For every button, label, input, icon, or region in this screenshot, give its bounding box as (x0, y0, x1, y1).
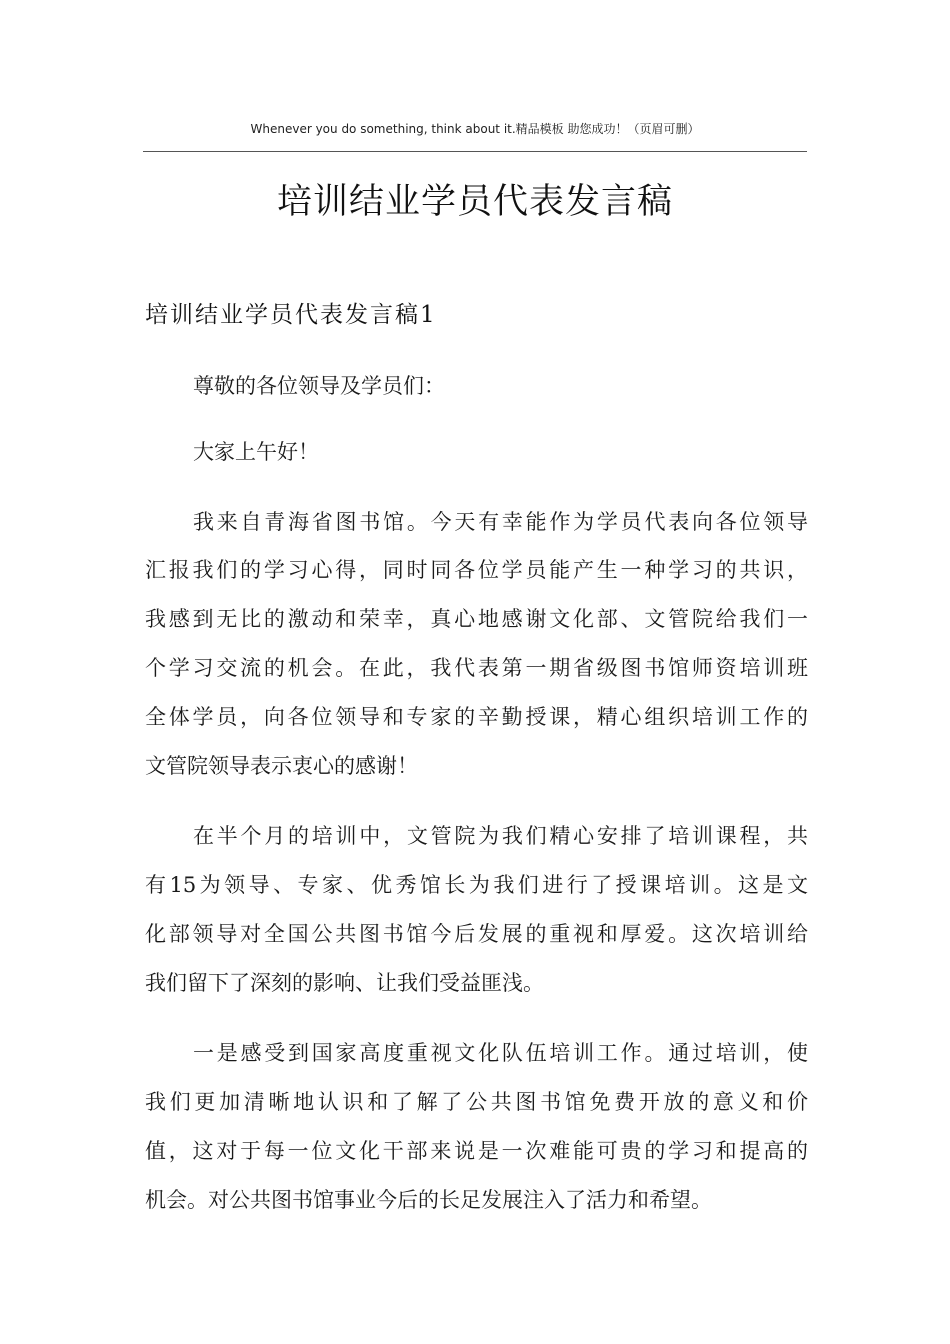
paragraph-line: 值，这对于每一位文化干部来说是一次难能可贵的学习和提高的 (145, 1139, 808, 1163)
paragraph-line: 我来自青海省图书馆。今天有幸能作为学员代表向各位领导 (193, 510, 808, 534)
greeting-line: 大家上午好！ (193, 440, 319, 464)
paragraph-line: 一是感受到国家高度重视文化队伍培训工作。通过培训，使 (193, 1041, 808, 1065)
paragraph-line: 个学习交流的机会。在此，我代表第一期省级图书馆师资培训班 (145, 656, 808, 680)
paragraph-line: 我们留下了深刻的影响、让我们受益匪浅。 (145, 971, 544, 995)
paragraph-line: 汇报我们的学习心得，同时同各位学员能产生一种学习的共识， (145, 558, 808, 582)
paragraph-line: 文管院领导表示衷心的感谢！ (145, 754, 418, 778)
section-heading: 培训结业学员代表发言稿1 (145, 302, 437, 328)
paragraph-line: 在半个月的培训中，文管院为我们精心安排了培训课程，共 (193, 824, 808, 848)
header-divider (143, 151, 807, 152)
paragraph-line: 化部领导对全国公共图书馆今后发展的重视和厚爱。这次培训给 (145, 922, 808, 946)
salutation-line: 尊敬的各位领导及学员们： (193, 374, 445, 398)
page-header: Whenever you do something, think about it.精品模板 助您成功！（页眉可删） (250, 122, 700, 136)
paragraph-line: 机会。对公共图书馆事业今后的长足发展注入了活力和希望。 (145, 1188, 712, 1212)
document-title: 培训结业学员代表发言稿 (276, 182, 673, 222)
paragraph-line: 有15为领导、专家、优秀馆长为我们进行了授课培训。这是文 (145, 873, 808, 897)
paragraph-line: 我感到无比的激动和荣幸，真心地感谢文化部、文管院给我们一 (145, 607, 808, 631)
paragraph-line: 全体学员，向各位领导和专家的辛勤授课，精心组织培训工作的 (145, 705, 808, 729)
paragraph-line: 我们更加清晰地认识和了解了公共图书馆免费开放的意义和价 (145, 1090, 808, 1114)
